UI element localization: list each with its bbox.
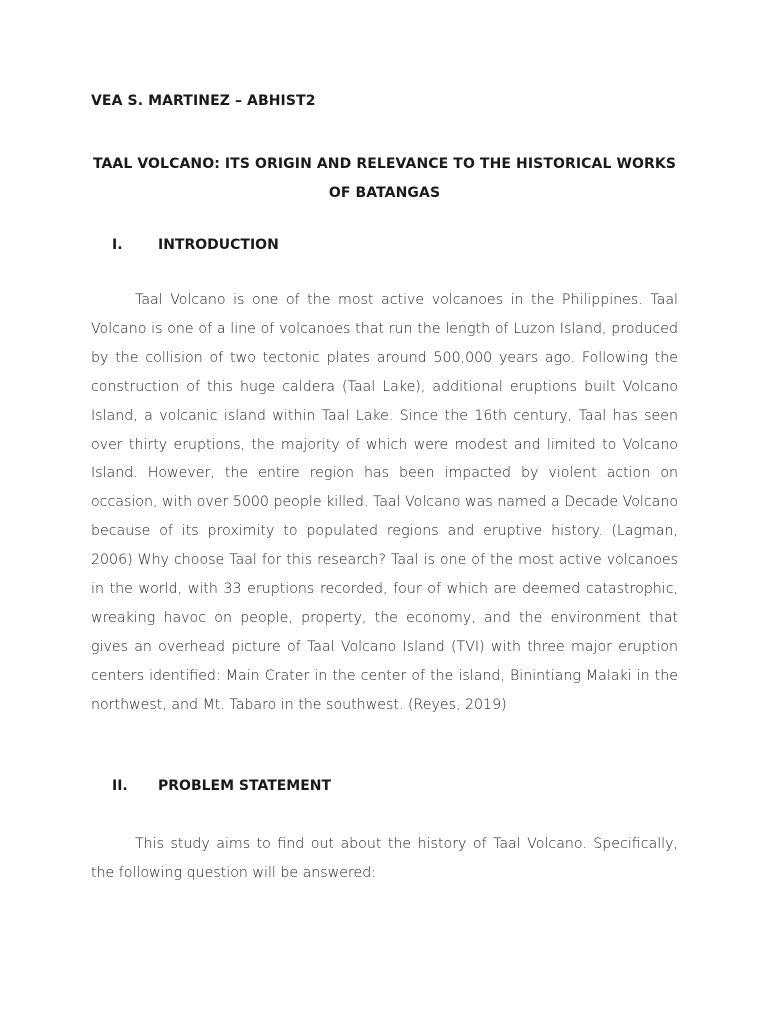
section-title: PROBLEM STATEMENT: [158, 778, 332, 794]
problem-statement-paragraph: This study aims to find out about the history of Taal Volcano. Specifically, the following question will be answered:: [91, 836, 678, 881]
author-line: VEA S. MARTINEZ – ABHIST2: [91, 93, 316, 109]
document-title: TAAL VOLCANO: ITS ORIGIN AND RELEVANCE TO THE HISTORICAL WORKS OF BATANGAS: [92, 156, 677, 201]
introduction-paragraph: Taal Volcano is one of the most active volcanoes in the Philippines. Taal Volcano is one of a line of volcanoes that run the length of Luzon Island, produced by the collision of two tectonic plates around 500,000 years ago. Following the construction of this huge caldera (Taal Lake), additional eruptions built Volcano Island, a volcanic island within Taal Lake. Since the 16th century, Taal has seen over thirty eruptions, the majority of which were modest and limited to Volcano Island. However, the entire region has been impacted by violent action on occasion, with over 5000 people killed. Taal Volcano was named a Decade Volcano because of its proximity to populated regions and eruptive history. (Lagman, 2006) Why choose Taal for this research? Taal is one of the most active volcanoes in the world, with 33 eruptions recorded, four of which are deemed catastrophic, wreaking havoc on people, property, the economy, and the environment that gives an overhead picture of Taal Volcano Island (TVI) with three major eruption centers identified: Main Crater in the center of the island, Binintiang Malaki in the northwest, and Mt. Tabaro in the southwest. (Reyes, 2019): [91, 292, 678, 713]
section-number: I.: [112, 237, 123, 253]
section-title: INTRODUCTION: [158, 237, 279, 253]
section-number: II.: [112, 778, 128, 794]
